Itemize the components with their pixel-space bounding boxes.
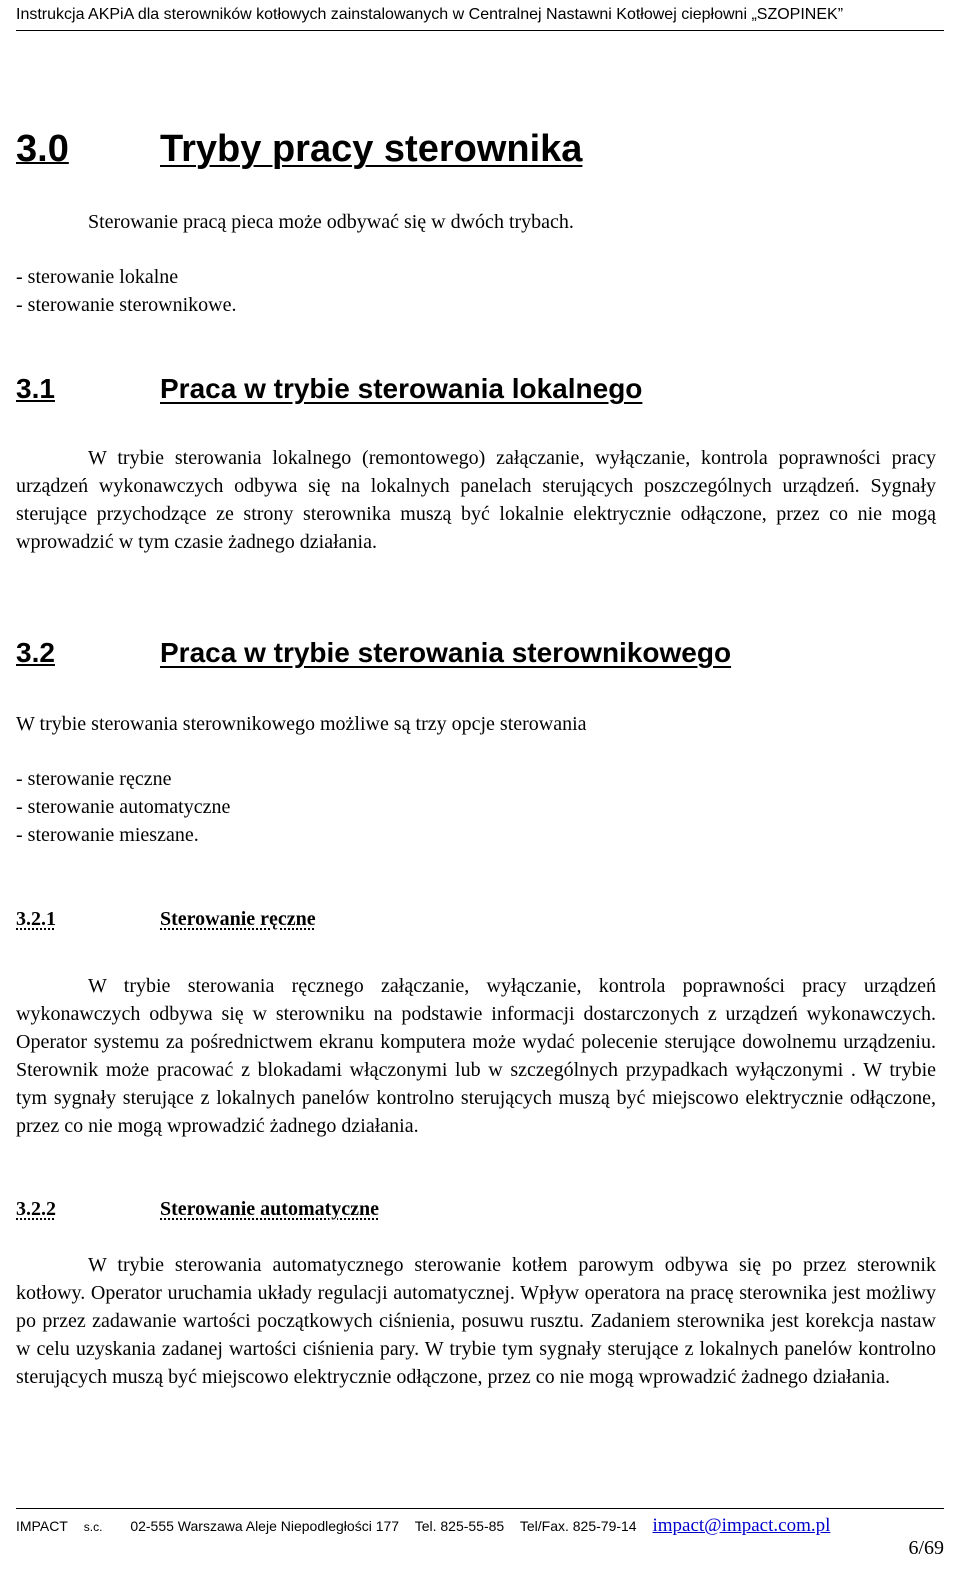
footer-tel: Tel. 825-55-85 [414,1518,505,1534]
footer-email-link[interactable]: impact@impact.com.pl [652,1515,831,1536]
heading-number: 3.0 [16,128,69,170]
heading-title: Sterowanie ręczne [160,908,316,930]
list-item: - sterowanie lokalne [16,266,179,288]
heading-number: 3.1 [16,373,55,404]
list-item: - sterowanie ręczne [16,768,172,790]
heading-number: 3.2.1 [16,908,56,930]
footer-fax: Tel/Fax. 825-79-14 [519,1518,637,1534]
heading-3-0 [16,126,582,172]
heading-title: Sterowanie automatyczne [160,1198,380,1220]
page-header: Instrukcja AKPiA dla sterowników kotłowych zainstalowanych w Centralnej Nastawni Kotłowej ciepłowni „SZOPINEK” [16,4,944,31]
list-item: - sterowanie sterownikowe. [16,294,237,316]
section-3-2-2-body: W trybie sterowania automatycznego sterowanie kotłem parowym odbywa się po przez sterownik kotłowy. Operator uruchamia układy regulacji automatycznej. Wpływ operatora na pracę sterownika jest możliwy po przez zadawanie wartości początkowych ciśnienia, posuwu rusztu. Zadaniem sterownika jest korekcja nastaw w celu uzyskania zadanej wartości ciśnienia pary. W trybie tym sygnały sterujące z lokalnych panelów kontrolno sterujących muszą być miejscowo elektrycznie odłączone, przez co nie mogą wprowadzić żadnego działania. [16,1254,936,1388]
heading-3-2-1 [16,906,316,932]
section-3-1-body: W trybie sterowania lokalnego (remontowego) załączanie, wyłączanie, kontrola poprawności pracy urządzeń wykonawczych odbywa się na lokalnych panelach sterujących poszczególnych urządzeń. Sygnały sterujące przychodzące ze strony sterownika muszą być lokalnie elektrycznie odłączone, przez co nie mogą wprowadzić w tym czasie żadnego działania. [16,447,936,553]
section-3-2-intro: W trybie sterowania sterownikowego możliwe są trzy opcje sterowania [16,713,587,735]
page-footer [16,1508,944,1538]
footer-address: 02-555 Warszawa Aleje Niepodległości 177 [130,1518,400,1534]
section-3-2-1-body: W trybie sterowania ręcznego załączanie, wyłączanie, kontrola poprawności pracy urządzeń wykonawczych odbywa się w sterowniku na podstawie informacji dostarczonych z urządzeń wykonawczych. Operator systemu za pośrednictwem ekranu komputera może wydać polecenie sterujące dowolnemu urządzeniu. Sterownik może pracować z blokadami włączonymi lub w szczególnych przypadkach wyłączonymi . W trybie tym sygnały sterujące z lokalnych panelów kontrolno sterujących muszą być miejscowo elektrycznie odłączone, przez co nie mogą wprowadzić żadnego działania. [16,975,936,1137]
heading-3-2 [16,636,731,670]
list-item: - sterowanie mieszane. [16,824,199,846]
heading-title: Praca w trybie sterowania lokalnego [160,373,643,404]
heading-title: Praca w trybie sterowania sterownikowego [160,637,732,668]
heading-title: Tryby pracy sterownika [160,128,583,170]
page-number: 6/69 [908,1537,944,1559]
heading-number: 3.2.2 [16,1198,56,1220]
footer-company: IMPACT s.c. [16,1518,103,1534]
heading-3-2-2 [16,1196,379,1222]
heading-number: 3.2 [16,637,55,668]
section-3-0-intro: Sterowanie pracą pieca może odbywać się w dwóch trybach. [88,211,574,233]
heading-3-1 [16,372,642,406]
list-item: - sterowanie automatyczne [16,796,231,818]
